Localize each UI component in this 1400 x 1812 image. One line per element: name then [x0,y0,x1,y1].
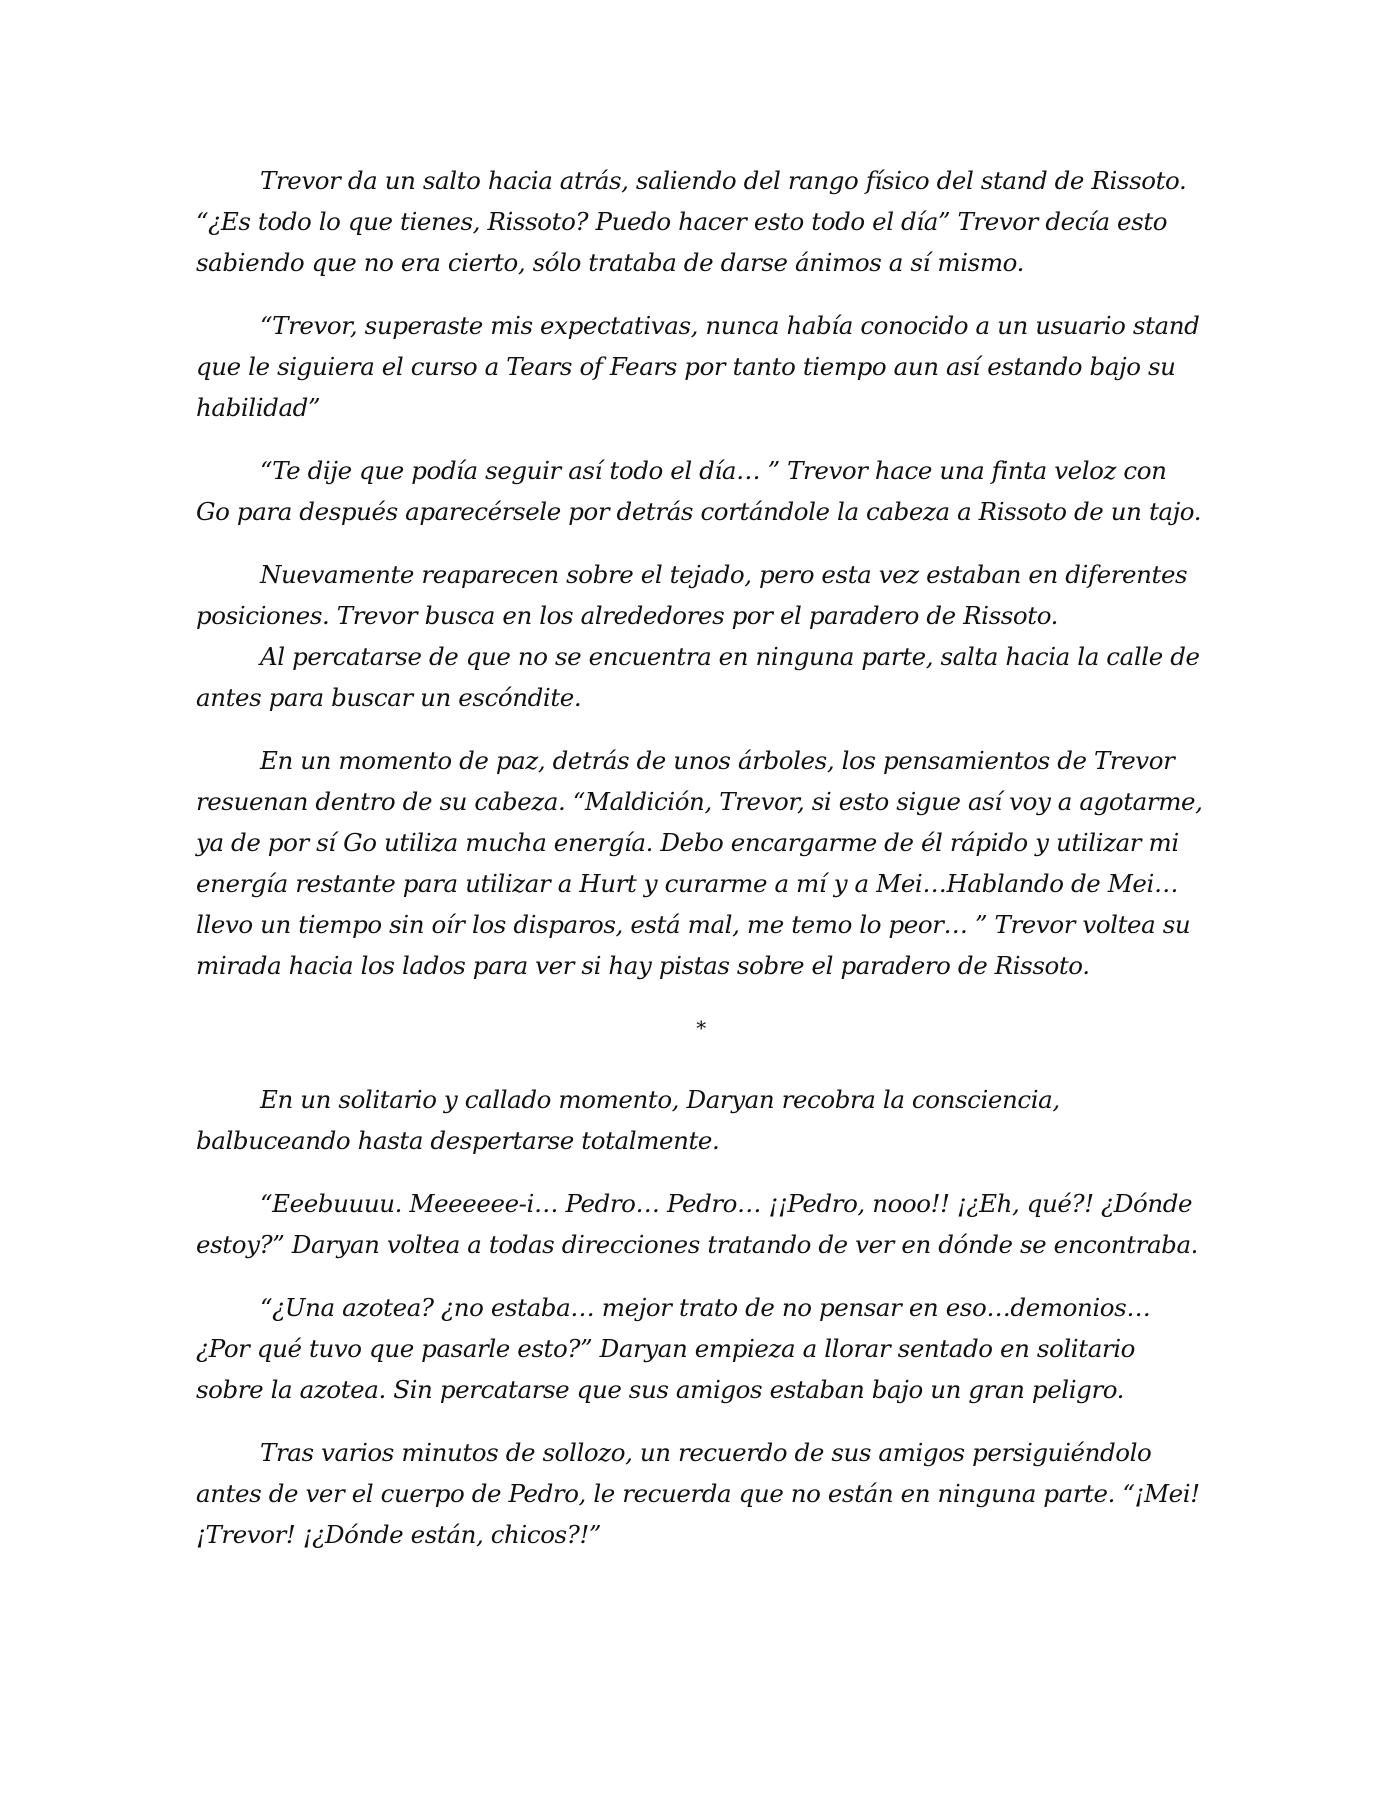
paragraph: “¿Una azotea? ¿no estaba… mejor trato de no pensar en eso…demonios… ¿Por qué tuvo que pasarle esto?” Daryan empieza a llorar sentado en solitario sobre la azotea. Sin percatarse que sus amigos estaban bajo un gran peligro. [196,1293,1151,1404]
paragraph: Tras varios minutos de sollozo, un recuerdo de sus amigos persiguiéndolo antes de ver el cuerpo de Pedro, le recuerda que no están en ninguna parte. “¡Mei! ¡Trevor! ¡¿Dónde están, chicos?!” [196,1438,1200,1549]
paragraph: “Trevor, superaste mis expectativas, nunca había conocido a un usuario stand que le siguiera el curso a Tears of Fears por tanto tiempo aun así estando bajo su habilidad” [196,311,1200,422]
paragraph: Trevor da un salto hacia atrás, saliendo del rango físico del stand de Rissoto. “¿Es todo lo que tienes, Rissoto? Puedo hacer esto todo el día” Trevor decía esto sabiendo que no era cierto, sólo trataba de darse ánimos a sí mismo. [196,166,1187,277]
paragraph: En un momento de paz, detrás de unos árboles, los pensamientos de Trevor resuenan dentro de su cabeza. “Maldición, Trevor, si esto sigue así voy a agotarme, ya de por sí Go utiliza mucha energía. Debo encargarme de él rápido y utilizar mi energía restante para utilizar a Hurt y curarme a mí y a Mei…Hablando de Mei… llevo un tiempo sin oír los disparos, está mal, me temo lo peor… ” Trevor voltea su mirada hacia los lados para ver si hay pistas sobre el paradero de Rissoto. [196,746,1203,980]
paragraph: Nuevamente reaparecen sobre el tejado, pero esta vez estaban en diferentes posiciones. Trevor busca en los alrededores por el paradero de Rissoto. [196,560,1188,630]
paragraph: “Te dije que podía seguir así todo el día… ” Trevor hace una finta veloz con Go para después aparecérsele por detrás cortándole la cabeza a Rissoto de un tajo. [196,456,1202,526]
document-body [196,160,1206,1577]
paragraph: Al percatarse de que no se encuentra en ninguna parte, salta hacia la calle de antes para buscar un escóndite. [196,642,1200,712]
paragraph: En un solitario y callado momento, Daryan recobra la consciencia, balbuceando hasta despertarse totalmente. [196,1085,1060,1155]
paragraph: “Eeebuuuu. Meeeeee-i… Pedro… Pedro… ¡¡Pedro, nooo!! ¡¿Eh, qué?! ¿Dónde estoy?” Daryan voltea a todas direcciones tratando de ver en dónde se encontraba. [196,1189,1199,1259]
section-separator: * [696,1016,706,1040]
